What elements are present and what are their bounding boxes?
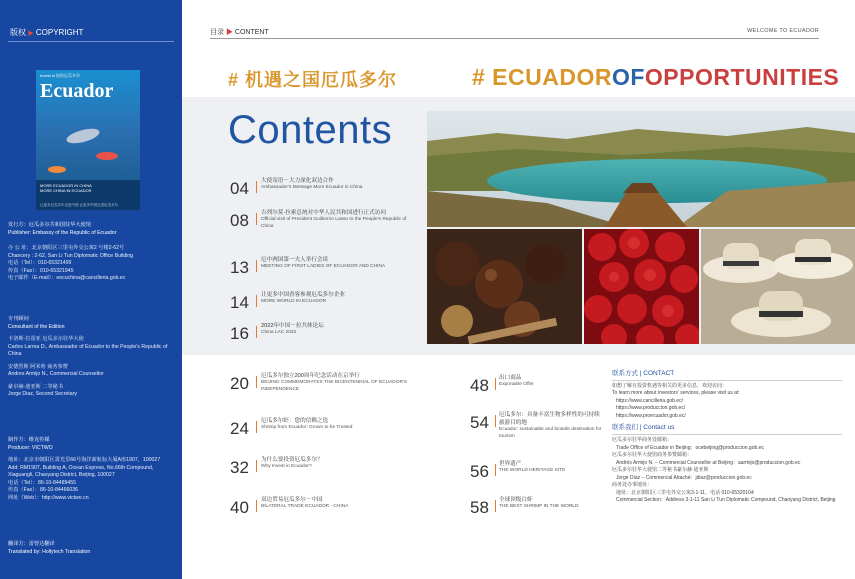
toc-title-en: MEETING OF FIRST LADIES OF ECUADOR AND CHINA: [261, 264, 386, 270]
toc-text: [261, 209, 411, 231]
toc-title-cn: 2022年中国－拉共体论坛: [261, 323, 324, 329]
headline-en-part: # ECUADOR: [472, 64, 612, 90]
toc-entry[interactable]: [230, 372, 420, 398]
toc-text: [261, 496, 419, 511]
toc-text: [261, 322, 419, 337]
toc-page-number: 14: [230, 293, 249, 312]
toc-page-number: 32: [230, 458, 249, 477]
contact-intro-en: To learn more about investors' services, please visit us at:: [612, 390, 740, 397]
toc-text: [261, 291, 419, 306]
toc-title-en: Ambassador's Message More Ecuador in China: [261, 185, 363, 191]
header-divider: [210, 38, 819, 39]
toc-divider: [256, 295, 257, 307]
translator-en: Translated by: Hollytech Translation: [8, 548, 91, 555]
roses-illustration: [584, 229, 699, 344]
address-cn: 办 公 址：北京朝阳区三里屯外交公寓2 号楼2-62号: [8, 245, 125, 251]
toc-text: [261, 417, 419, 432]
roses-photo: [584, 229, 699, 344]
section-label-en: CONTENT: [234, 29, 269, 36]
toc-title-en: BEIJING COMMEMORATES THE BICENTENNIAL OF ECUADOR'S INDEPENDENCE: [261, 380, 408, 393]
toc-text: [499, 496, 603, 511]
publisher-en: Publisher: Embassy of the Republic of Ecuador: [8, 229, 117, 236]
headline-cn: # 机遇之国厄瓜多尔: [228, 70, 398, 90]
toc-divider: [495, 500, 496, 512]
toc-divider: [256, 376, 257, 388]
toc-page-number: 24: [230, 419, 249, 438]
toc-entry[interactable]: [230, 177, 420, 199]
toc-text: [261, 256, 391, 271]
toc-title-cn: 厄瓜多尔虾：您的信赖之选: [261, 418, 329, 424]
translator-block: [8, 541, 176, 556]
toc-divider: [256, 326, 257, 338]
fish-image: [96, 152, 118, 160]
toc-entry[interactable]: [230, 456, 420, 478]
producer-web: 网址（Web）：http://www.victwo.cn: [8, 494, 89, 501]
producer-address-cn: 地址：北京市朝阳区霄光里66号海洋新航标大厦A座1907，100027: [8, 457, 161, 464]
toc-entry[interactable]: [470, 374, 605, 396]
arrow-icon: ▶: [28, 30, 34, 37]
contact-line: 厄瓜多尔驻华商务处邮箱：: [612, 437, 673, 443]
producer-cn: 制作方：维克传媒: [8, 437, 50, 443]
magazine-cover-thumbnail: [36, 70, 140, 210]
consultant-3-cn: 豪尔赫·迪亚斯 二等秘书: [8, 383, 64, 390]
publisher-address-block: [8, 245, 176, 283]
lake-illustration: [427, 111, 855, 227]
contact-line: Jorge Díaz – Commercial Attaché：jdiaz@produccion.gob.ec: [616, 474, 752, 481]
headline-en-part: OPPORTUNITIES: [644, 64, 840, 90]
shark-image: [65, 126, 101, 146]
producer-tel: 电话（Tel）：86-10-84489455: [8, 479, 77, 486]
toc-title-en: MORE WORLD IN ECUADOR: [261, 299, 327, 305]
toc-page-number: 40: [230, 498, 249, 517]
toc-title-en: THE WORLD HERITAGE SITE: [499, 468, 566, 474]
email: 电子邮件（E-mail）：eecuchina@cancilleria.gob.ec: [8, 275, 126, 282]
toc-entry[interactable]: [470, 411, 605, 445]
consultant-1-cn: 卡洛斯·拉雷亚 厄瓜多尔驻华大使: [8, 336, 84, 343]
toc-page-number: 16: [230, 324, 249, 343]
contact-title: 联系方式 | CONTACT: [612, 369, 842, 381]
contact-line: Commercial Section：Address 3-1-11 San Li Tun Diplomatic Compound, Chaoyang District, Beijing: [616, 497, 836, 503]
toc-entry[interactable]: [230, 417, 420, 439]
toc-page-number: 08: [230, 211, 249, 230]
contact-line: 厄瓜多尔驻华大使馆二等秘书豪尔赫·迪亚斯: [612, 467, 709, 473]
lake-photo: [427, 111, 855, 227]
translator-cn: 翻译方：雷曾达翻译: [8, 541, 55, 547]
contact-link[interactable]: https://www.cancilleria.gob.ec/: [616, 397, 683, 404]
cover-footer-line: MORE CHINA IN ECUADOR: [40, 188, 92, 194]
running-title: WELCOME TO ECUADOR: [747, 28, 819, 34]
toc-page-number: 20: [230, 374, 249, 393]
toc-page-number: 13: [230, 258, 249, 277]
section-label: [210, 27, 269, 37]
toc-entry[interactable]: [230, 209, 420, 243]
toc-entry[interactable]: [230, 291, 420, 313]
toc-title-en: Official visit of President Guillermo Lasso to the People's Republic of China: [261, 217, 407, 230]
cover-footer-cn: 让更多厄瓜多尔走进中国 让更多中国走进厄瓜多尔: [40, 202, 118, 207]
toc-title-en: THE BEST SHRIMP IN THE WORLD: [499, 504, 579, 510]
toc-title-cn: 世界遗产: [499, 461, 522, 467]
toc-page-number: 58: [470, 498, 489, 517]
copyright-sidebar: [0, 0, 182, 579]
toc-title-en: BILATERAL TRADE ECUADOR - CHINA: [261, 504, 349, 510]
producer-address-en: Add: RM1907, Building A, Ocean Express, No.66th Compound, Xiaguangli, Chaoyang District, Beijing, 100027: [8, 464, 154, 479]
toc-title-cn: 大使寄语－大力深化双边合作: [261, 178, 334, 184]
toc-title-cn: 出口商品: [499, 375, 522, 381]
toc-entry[interactable]: [230, 256, 420, 282]
contact-panel: [612, 369, 842, 505]
producer-block: [8, 437, 176, 502]
contact-line: 地址：北京朝阳区三里屯外交公寓3-1-11，电话 010-65320104: [616, 489, 754, 496]
toc-divider: [256, 181, 257, 193]
sidebar-divider: [8, 41, 174, 42]
toc-page-number: 56: [470, 462, 489, 481]
headline-en-part: OF: [611, 64, 645, 90]
toc-title-cn: 吉列尔莫·拉索总统对中华人民共和国进行正式访问: [261, 210, 386, 216]
toc-page-number: 54: [470, 413, 489, 432]
toc-text: [499, 374, 603, 389]
toc-divider: [256, 421, 257, 433]
toc-divider: [256, 213, 257, 225]
toc-entry[interactable]: [470, 460, 605, 482]
toc-entry[interactable]: [230, 322, 420, 344]
toc-text: [261, 456, 419, 471]
toc-entry[interactable]: [470, 496, 605, 518]
consultant-block: [8, 316, 176, 399]
fish-image: [48, 166, 66, 173]
contact-line: Andrés Armijo N. – Commercial Counsellor at Beijing：aarmijo@produccion.gob.ec: [616, 459, 801, 466]
toc-title-cn: 厄瓜多尔：具备丰富生物多样性的可持续旅游目的地: [499, 412, 600, 427]
toc-title-en: China LAC 2022: [261, 330, 297, 336]
consultant-heading-en: Consultant of the Edition: [8, 323, 65, 330]
cover-kicker: Invest in 投资厄瓜多尔: [40, 73, 81, 78]
toc-page-number: 04: [230, 179, 249, 198]
toc-title-cn: 为什么要投资厄瓜多尔？: [261, 457, 323, 463]
toc-text: [261, 177, 419, 192]
toc-page-number: 48: [470, 376, 489, 395]
toc-entry[interactable]: [230, 496, 420, 518]
cover-footer-line: MORE ECUADOR IN CHINA: [40, 183, 92, 189]
consultant-3-en: Jorge Diaz, Second Secretary: [8, 391, 77, 398]
contact-link[interactable]: https://www.produccion.gob.ec/: [616, 405, 686, 412]
headline-en: [472, 64, 839, 91]
toc-title-en: Exportable Offer: [499, 382, 534, 388]
consultant-heading-cn: 专刊顾问: [8, 316, 29, 322]
sidebar-header: [10, 27, 83, 39]
sidebar-header-cn: 版权: [10, 28, 26, 37]
section-label-cn: 目录: [210, 29, 224, 36]
consultant-2-en: Andres Armijo N., Commercial Counsellor: [8, 371, 104, 378]
toc-divider: [256, 460, 257, 472]
toc-title-cn: 全球顶级白虾: [499, 497, 533, 503]
toc-title-cn: 双边贸易厄瓜多尔－中国: [261, 497, 323, 503]
consultant-2-cn: 安德烈斯 阿米哈 商务参赞: [8, 363, 68, 370]
toc-divider: [495, 378, 496, 390]
toc-title-cn: 厄瓜多尔独立200周年纪念活动在京举行: [261, 373, 360, 379]
toc-title-en: Shrimp from Ecuador: Grown to be Trusted: [261, 425, 353, 431]
toc-text: [499, 411, 603, 441]
chocolate-photo: [427, 229, 582, 344]
publisher-cn: 发行方：厄瓜多尔共和国驻华大使馆: [8, 222, 92, 228]
contact-link[interactable]: https://www.proecuador.gob.ec/: [616, 412, 686, 419]
producer-en: Producer: VICTWO: [8, 444, 53, 451]
sidebar-header-en: COPYRIGHT: [35, 28, 84, 37]
consultant-1-en: Carlos Larrea D., Ambassador of Ecuador to the People's Republic of China: [8, 343, 168, 358]
page-header: [210, 27, 819, 37]
fax: 传真（Fax）：010-65321945: [8, 267, 74, 274]
arrow-icon: ▶: [225, 29, 233, 36]
contact-intro-cn: 如想了解有投资机遇等相关的更多信息，欢迎访问：: [612, 382, 728, 389]
contents-title: Contents: [228, 108, 393, 152]
toc-title-en: Ecuador: sustainable and biosafe destination for tourism: [499, 427, 602, 440]
toc-text: [499, 460, 603, 475]
cover-title: Ecuador: [40, 80, 114, 102]
publisher-block: [8, 222, 176, 237]
cover-footer-text: [40, 184, 92, 194]
toc-divider: [256, 500, 257, 512]
tel: 电话（Tel）：010-65321499: [8, 260, 72, 267]
contact-line: 厄瓜多尔驻华大使馆商务参赞邮箱：: [612, 452, 693, 458]
toc-title-cn: 让更多中国香客参观厄瓜多尔企业: [261, 292, 345, 298]
producer-fax: 传真（Fax）：86-10-84466036: [8, 487, 79, 494]
panama-hats-photo: [701, 229, 855, 344]
toc-divider: [495, 464, 496, 476]
toc-divider: [495, 415, 496, 427]
chocolate-illustration: [427, 229, 582, 344]
toc-divider: [256, 260, 257, 272]
contact-line: Trade Office of Ecuador in Beijing：ocebeijing@produccion.gob.ec: [616, 444, 764, 451]
toc-title-en: Why Invest in Ecuador?: [261, 464, 312, 470]
toc-text: [261, 372, 419, 394]
toc-title-cn: 厄中两国第一夫人举行会谈: [261, 257, 329, 263]
contact-line: 商务处办事地址：: [612, 482, 653, 488]
contact-us-title: 联系我们 | Contact us: [612, 423, 842, 435]
address-en: Chancery : 2-62, San Li Tun Diplomatic Office Building: [8, 252, 134, 259]
hats-illustration: [701, 229, 855, 344]
